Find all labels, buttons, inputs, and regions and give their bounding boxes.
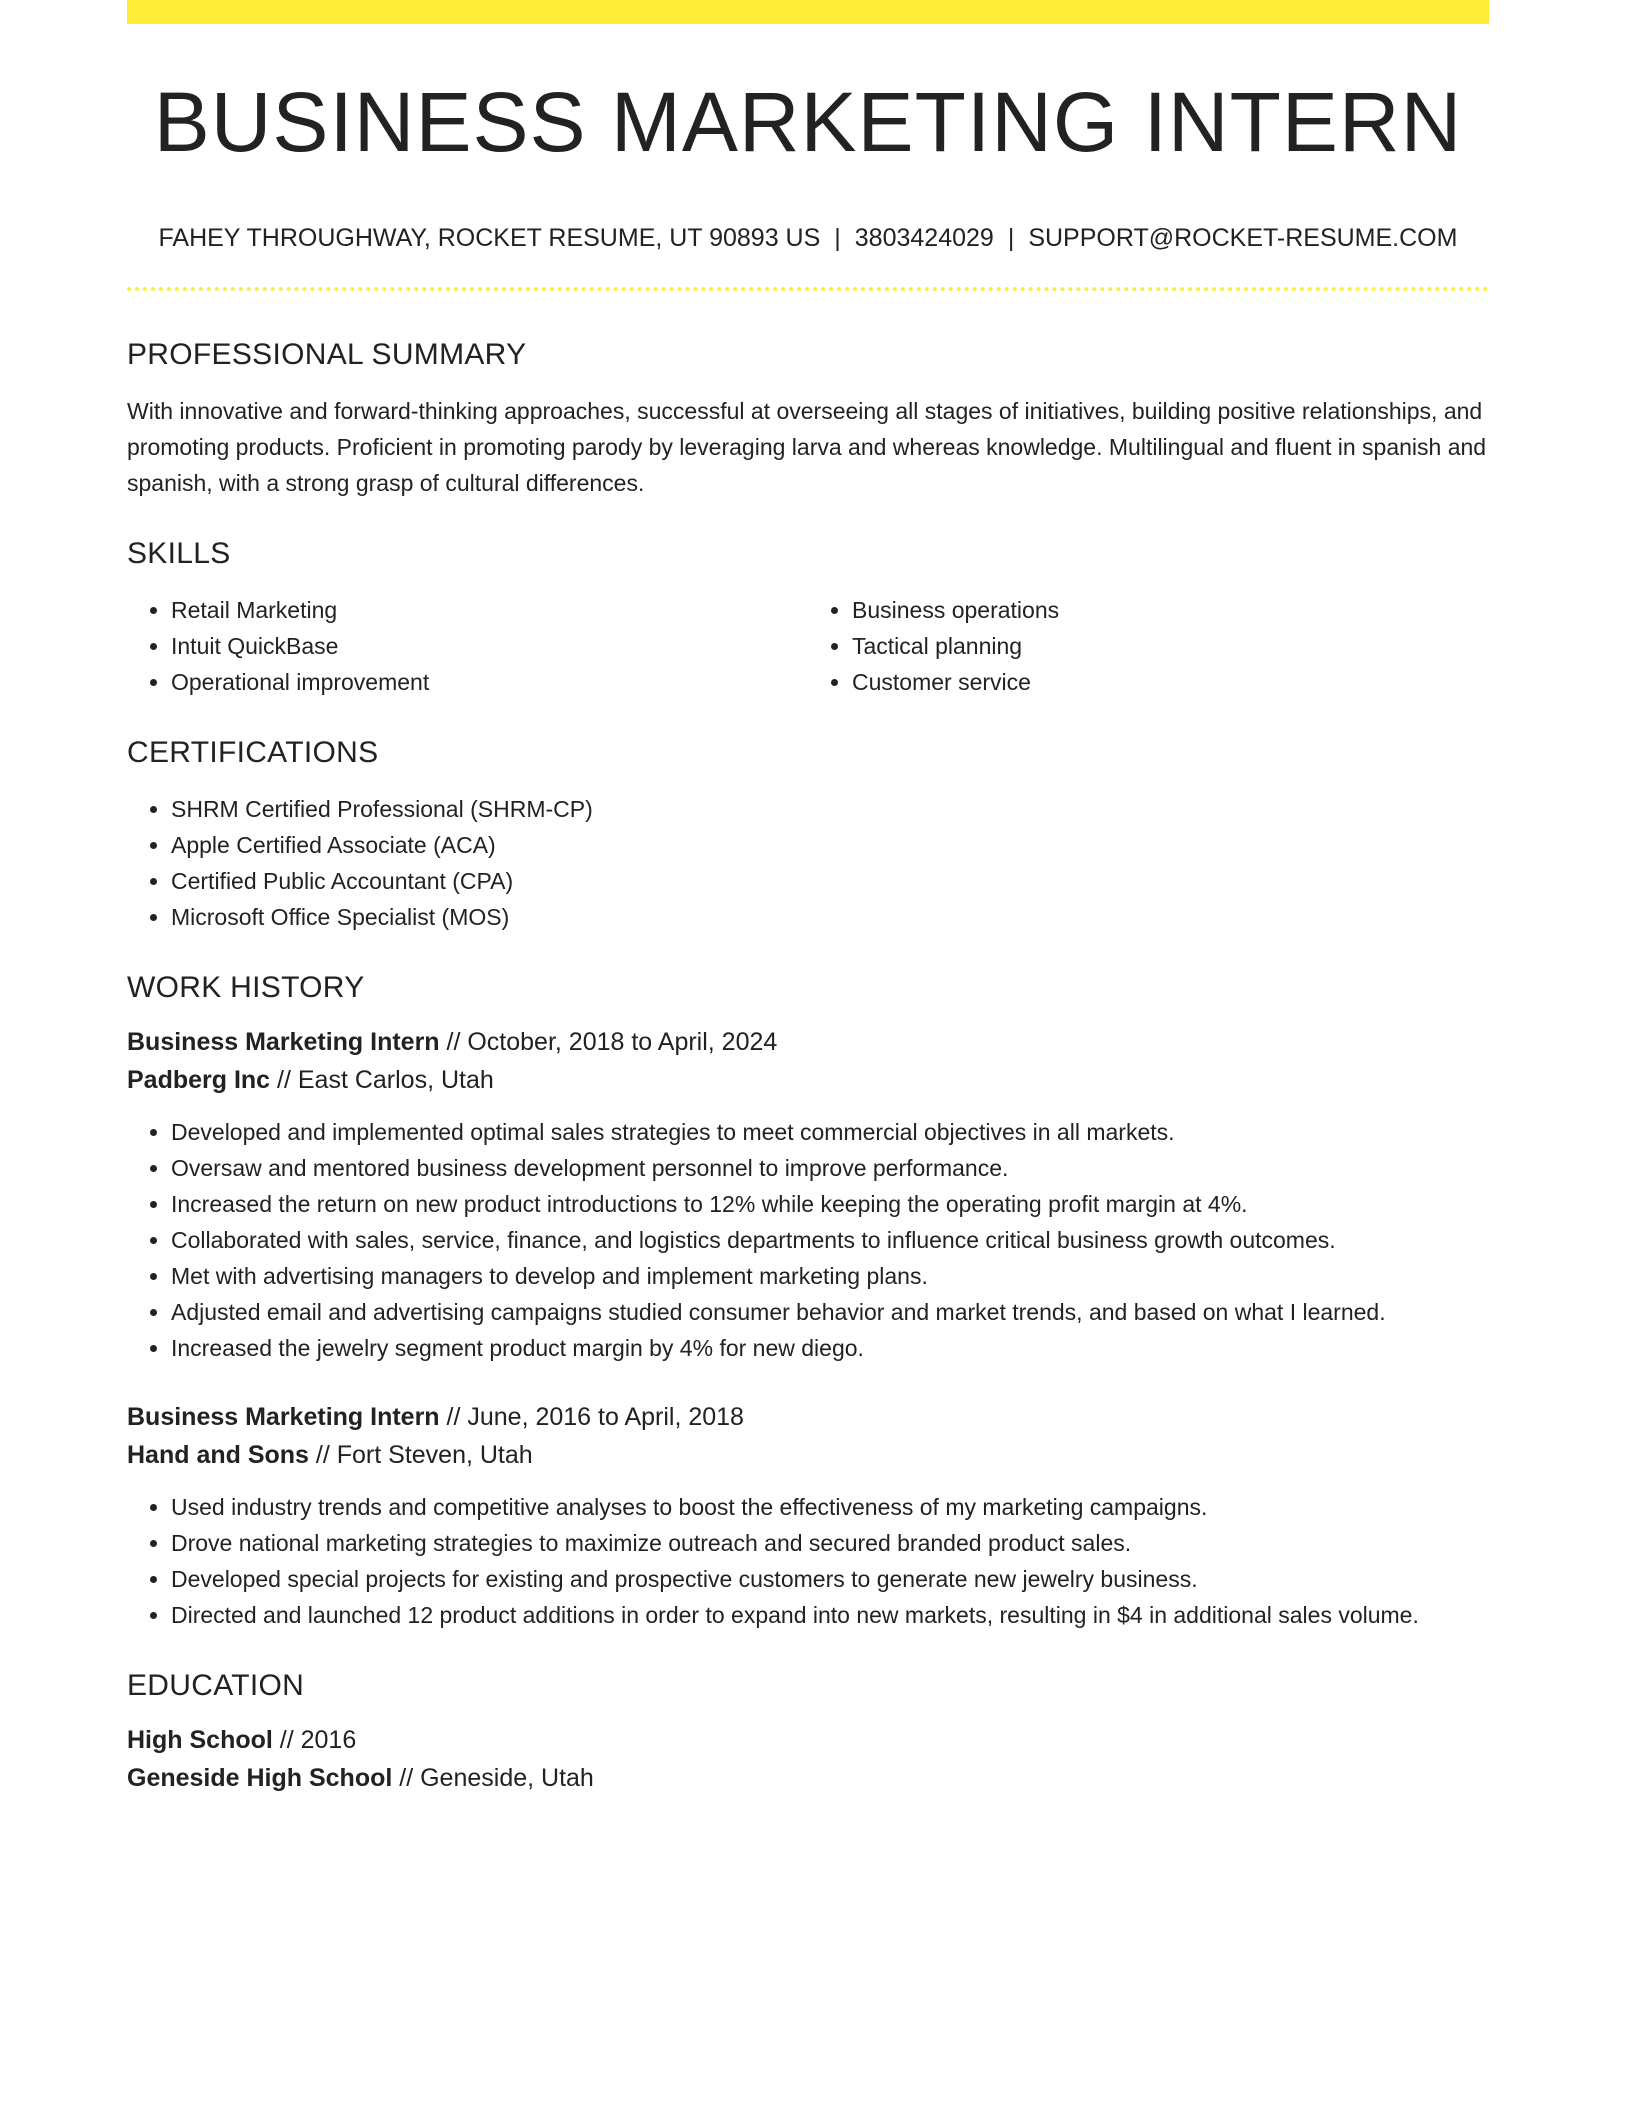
skills-list-right [808, 592, 1489, 700]
education-heading: EDUCATION [127, 1669, 305, 1702]
contact-line [127, 226, 1489, 251]
job-company: Hand and Sons [127, 1441, 309, 1469]
job-title: Business Marketing Intern [127, 1403, 440, 1431]
job-bullet: • Collaborated with sales, service, finance, and logistics departments to influence critical business growth outcomes. [171, 1222, 1489, 1258]
education-location: // Geneside, Utah [392, 1764, 594, 1792]
job-entry [127, 1398, 1489, 1633]
education-entry [127, 1721, 1489, 1797]
summary-text: With innovative and forward-thinking approaches, successful at overseeing all stages of initiatives, building positive relationships, and promoting products. Proficient in promoting parody by leveraging larva and whereas knowledge. Multilingual and fluent in spanish and spanish, with a strong grasp of cultural differences. [127, 398, 1487, 496]
education-school: Geneside High School [127, 1764, 393, 1792]
certification-item: • Microsoft Office Specialist (MOS) [171, 899, 1489, 935]
job-dates: // June, 2016 to April, 2018 [439, 1403, 744, 1431]
education-degree: High School [127, 1726, 273, 1754]
job-bullet: • Directed and launched 12 product additions in order to expand into new markets, resulting in $4 in additional sales volume. [171, 1597, 1489, 1633]
certification-item: • Apple Certified Associate (ACA) [171, 827, 1489, 863]
job-bullets [127, 1489, 1489, 1633]
dotted-divider [127, 287, 1489, 291]
job-title: Business Marketing Intern [127, 1028, 440, 1056]
contact-address: FAHEY THROUGHWAY, ROCKET RESUME, UT 90893 US [158, 224, 821, 252]
certifications-heading: CERTIFICATIONS [127, 736, 379, 769]
skill-item: • Customer service [852, 664, 1489, 700]
certifications-list [127, 791, 1489, 935]
resume-page [127, 0, 1489, 1797]
skill-item: • Tactical planning [852, 628, 1489, 664]
job-company: Padberg Inc [127, 1066, 271, 1094]
skill-item: • Business operations [852, 592, 1489, 628]
job-bullet: • Adjusted email and advertising campaigns studied consumer behavior and market trends, and based on what I learned. [171, 1294, 1489, 1330]
skill-item: • Intuit QuickBase [171, 628, 808, 664]
education-school-line [127, 1759, 1489, 1797]
job-entry [127, 1023, 1489, 1366]
certification-item: • Certified Public Accountant (CPA) [171, 863, 1489, 899]
contact-separator: | [1007, 224, 1015, 252]
skill-item: • Operational improvement [171, 664, 808, 700]
job-bullet: • Used industry trends and competitive analyses to boost the effectiveness of my marketing campaigns. [171, 1489, 1489, 1525]
skills-columns [127, 592, 1489, 700]
resume-title: BUSINESS MARKETING INTERN [153, 75, 1463, 169]
job-company-line [127, 1436, 1489, 1474]
job-bullets [127, 1114, 1489, 1366]
job-bullet: • Developed special projects for existing and prospective customers to generate new jewelry business. [171, 1561, 1489, 1597]
job-location: // Fort Steven, Utah [308, 1441, 533, 1469]
job-bullet: • Drove national marketing strategies to maximize outreach and secured branded product sales. [171, 1525, 1489, 1561]
skills-list-left [127, 592, 808, 700]
contact-phone: 3803424029 [854, 224, 994, 252]
job-title-line [127, 1398, 1489, 1436]
work-history-heading: WORK HISTORY [127, 971, 365, 1004]
job-bullet: • Developed and implemented optimal sales strategies to meet commercial objectives in all markets. [171, 1114, 1489, 1150]
contact-email: SUPPORT@ROCKET-RESUME.COM [1028, 224, 1458, 252]
job-title-line [127, 1023, 1489, 1061]
job-bullet: • Increased the jewelry segment product margin by 4% for new diego. [171, 1330, 1489, 1366]
job-bullet: • Oversaw and mentored business development personnel to improve performance. [171, 1150, 1489, 1186]
job-bullet: • Increased the return on new product introductions to 12% while keeping the operating profit margin at 4%. [171, 1186, 1489, 1222]
skills-heading: SKILLS [127, 537, 231, 570]
job-location: // East Carlos, Utah [270, 1066, 494, 1094]
summary-heading: PROFESSIONAL SUMMARY [127, 338, 527, 371]
job-company-line [127, 1061, 1489, 1099]
contact-separator: | [834, 224, 841, 252]
certification-item: • SHRM Certified Professional (SHRM-CP) [171, 791, 1489, 827]
skill-item: • Retail Marketing [171, 592, 808, 628]
accent-bar [127, 0, 1489, 24]
job-bullet: • Met with advertising managers to develop and implement marketing plans. [171, 1258, 1489, 1294]
education-degree-line [127, 1721, 1489, 1759]
education-year: // 2016 [272, 1726, 357, 1754]
job-dates: // October, 2018 to April, 2024 [439, 1028, 778, 1056]
